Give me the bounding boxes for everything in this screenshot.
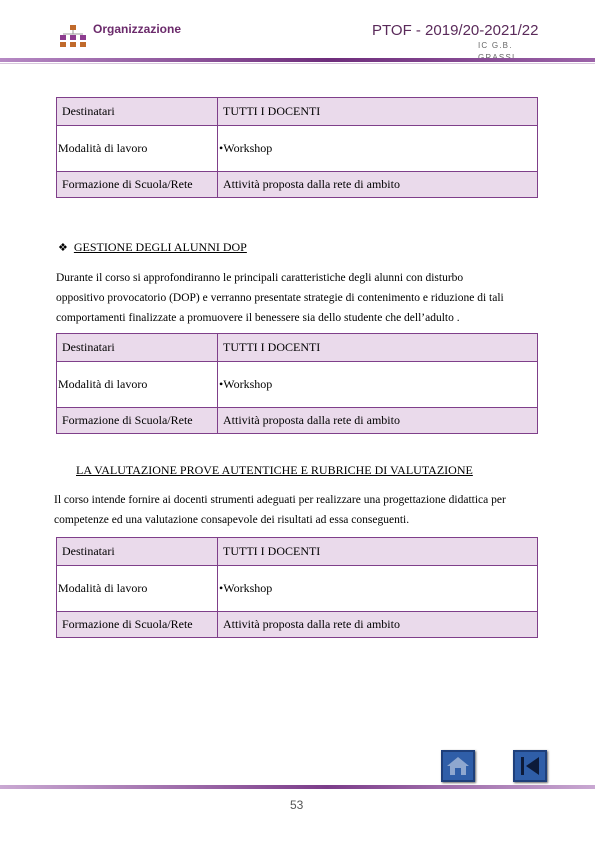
table-label: Destinatari xyxy=(57,334,218,362)
table-label: Modalità di lavoro xyxy=(57,362,218,408)
table-label: Destinatari xyxy=(57,538,218,566)
table-label: Destinatari xyxy=(57,98,218,126)
table-row xyxy=(57,566,538,612)
paragraph-line: oppositivo provocatorio (DOP) e verranno presentate strategie di contenimento e riduzione di tali xyxy=(56,292,504,304)
back-icon xyxy=(515,752,545,780)
table-value: Attività proposta dalla rete di ambito xyxy=(218,612,538,638)
table-row xyxy=(57,334,538,362)
back-button[interactable] xyxy=(513,750,547,782)
table-label: Formazione di Scuola/Rete xyxy=(57,408,218,434)
header-divider xyxy=(0,58,595,62)
table-value: TUTTI I DOCENTI xyxy=(218,334,538,362)
header-divider-thin xyxy=(0,63,595,64)
table-label: Modalità di lavoro xyxy=(57,126,218,172)
section-paragraph-dop xyxy=(56,268,546,328)
page-number: 53 xyxy=(290,798,304,812)
table-label: Formazione di Scuola/Rete xyxy=(57,612,218,638)
table-label: Formazione di Scuola/Rete xyxy=(57,172,218,198)
table-row xyxy=(57,538,538,566)
table-row xyxy=(57,126,538,172)
table-row xyxy=(57,172,538,198)
paragraph-line: Il corso intende fornire ai docenti strumenti adeguati per realizzare una progettazione didattica per xyxy=(54,494,506,506)
section-paragraph-valutazione xyxy=(54,490,549,530)
section-heading-valutazione: LA VALUTAZIONE PROVE AUTENTICHE E RUBRICHE DI VALUTAZIONE xyxy=(76,463,473,477)
info-table-1 xyxy=(56,97,538,198)
org-chart-logo xyxy=(58,24,88,48)
table-row xyxy=(57,408,538,434)
header-school-line1: IC G.B. xyxy=(478,41,513,50)
table-value: •Workshop xyxy=(218,566,538,612)
section-heading-dop xyxy=(58,240,247,255)
table-value: •Workshop xyxy=(218,126,538,172)
section-title: GESTIONE DEGLI ALUNNI DOP xyxy=(73,240,247,254)
info-table-3 xyxy=(56,537,538,638)
home-button[interactable] xyxy=(441,750,475,782)
home-icon xyxy=(443,752,473,780)
paragraph-line: comportamenti finalizzate a promuovere il benessere sia dello studente che dell’adulto . xyxy=(56,312,460,324)
table-value: TUTTI I DOCENTI xyxy=(218,98,538,126)
paragraph-line: Durante il corso si approfondiranno le principali caratteristiche degli alunni con disturbo xyxy=(56,272,464,284)
table-row xyxy=(57,612,538,638)
table-value: •Workshop xyxy=(218,362,538,408)
table-row xyxy=(57,98,538,126)
header-section-title: Organizzazione xyxy=(93,22,182,36)
table-label: Modalità di lavoro xyxy=(57,566,218,612)
diamond-bullet-icon: ❖ xyxy=(58,242,68,254)
header-document-title: PTOF - 2019/20-2021/22 xyxy=(372,22,539,39)
info-table-2 xyxy=(56,333,538,434)
table-row xyxy=(57,362,538,408)
table-value: Attività proposta dalla rete di ambito xyxy=(218,408,538,434)
footer-divider xyxy=(0,785,595,789)
paragraph-line: competenze ed una valutazione consapevole dei risultati ad essa conseguenti. xyxy=(54,514,410,526)
table-value: TUTTI I DOCENTI xyxy=(218,538,538,566)
table-value: Attività proposta dalla rete di ambito xyxy=(218,172,538,198)
